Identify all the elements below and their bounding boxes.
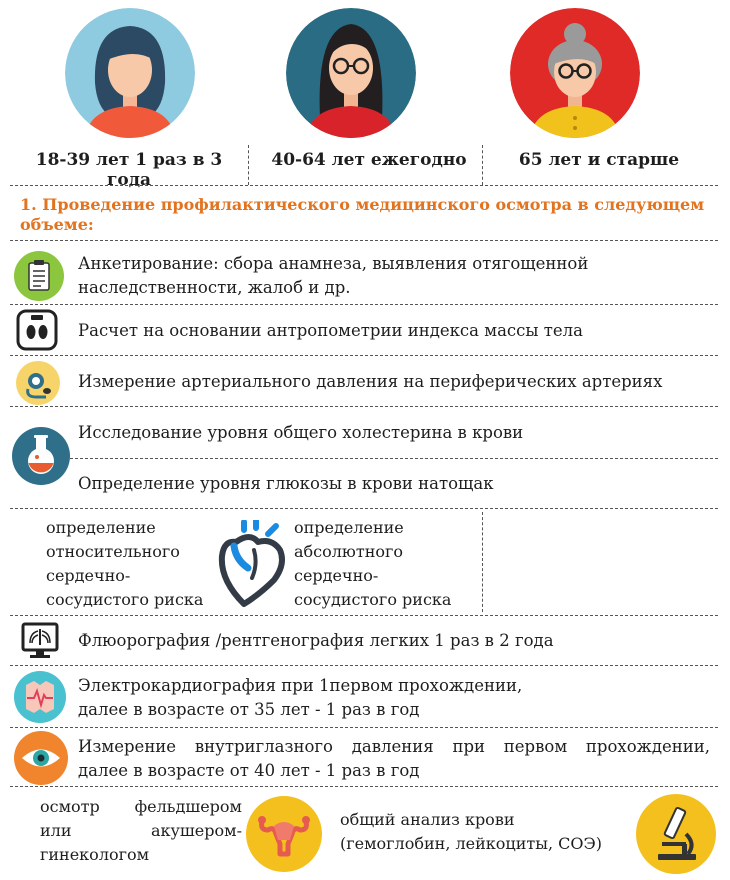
xray-icon [20,621,60,661]
item-blood-pressure: Измерение артериального давления на периферических артериях [78,372,663,391]
divider [10,355,718,356]
divider [10,665,718,666]
woman-glasses-avatar [286,8,416,138]
section-title: 1. Проведение профилактического медицинского осмотра в следующем объеме: [20,195,705,234]
age-group-40-64: 40-64 лет ежегодно [271,150,467,170]
item-eye-line1: Измерение внутриглазного давления при первом прохождении, [78,737,710,756]
divider [248,145,249,185]
divider [10,727,718,728]
item-fluorography: Флюорография /рентгенография легких 1 раз в 2 года [78,631,554,650]
divider [10,185,718,186]
divider [10,406,718,407]
age-group-18-39: 18-39 лет 1 раз в 3 года [35,150,223,190]
item-eye-pressure [78,735,710,759]
divider [10,304,718,305]
blood-pressure-icon [16,361,60,405]
item-bmi: Расчет на основании антропометрии индекса массы тела [78,321,583,340]
absolute-risk-text: определение абсолютного сердечно- сосудистого риска [294,518,452,609]
woman-young-avatar [65,8,195,138]
item-questionnaire-line2: наследственности, жалоб и др. [78,278,351,297]
divider [10,786,718,787]
item-questionnaire [78,252,588,300]
microscope-icon [636,794,716,874]
divider [10,240,718,241]
item-gyn-line1: осмотр фельдшером [40,797,242,816]
relative-risk-text: определение относительного сердечно- сосудистого риска [46,518,204,609]
eye-icon [14,731,68,785]
divider [482,145,483,185]
divider [10,508,718,509]
item-blood-line2: (гемоглобин, лейкоциты, СОЭ) [340,834,602,853]
item-ecg-line2: далее в возрасте от 35 лет - 1 раз в год [78,700,420,719]
flask-icon [12,427,70,485]
item-cholesterol: Исследование уровня общего холестерина в крови [78,423,524,442]
item-blood-line1: общий анализ крови [340,810,515,829]
divider [10,615,718,616]
item-gyn-line3: гинекологом [40,845,150,864]
item-gynecology [40,795,242,867]
woman-elderly-avatar [510,8,640,138]
divider [482,512,483,612]
item-ecg [78,674,522,722]
scale-icon [16,309,58,351]
uterus-icon [246,796,322,872]
item-questionnaire-line1: Анкетирование: сбора анамнеза, выявления отягощенной [78,254,589,273]
item-gyn-line2: или акушером- [40,821,242,840]
item-glucose: Определение уровня глюкозы в крови натощак [78,474,494,493]
ecg-icon [14,671,66,723]
age-group-65-plus: 65 лет и старше [518,150,680,170]
item-eye-pressure-line2: далее в возрасте от 40 лет - 1 раз в год [78,761,420,780]
divider [70,458,718,459]
item-blood-test [340,808,602,856]
item-ecg-line1: Электрокардиография при 1первом прохождении, [78,676,523,695]
clipboard-icon [14,251,64,301]
heart-icon [214,520,290,610]
